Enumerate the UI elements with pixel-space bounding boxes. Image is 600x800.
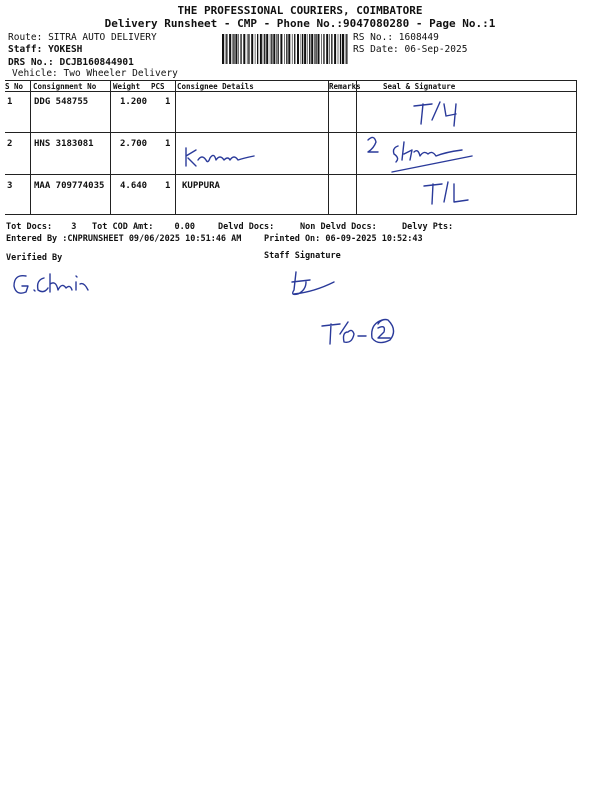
- route-label: Route:: [8, 32, 43, 43]
- col-divider: [356, 80, 357, 214]
- barcode-bar: [233, 34, 234, 64]
- barcode-bar: [222, 34, 224, 64]
- barcode-bar: [340, 34, 341, 64]
- column-header: Consignee Details: [177, 82, 254, 91]
- printed-on: Printed On: 06-09-2025 10:52:43: [264, 234, 423, 244]
- barcode-bar: [225, 34, 226, 64]
- barcode-bar: [248, 34, 249, 64]
- barcode-bar: [315, 34, 316, 64]
- non-delivered-docs-label: Non Delvd Docs:: [300, 222, 377, 232]
- table-bottom-rule: [5, 214, 577, 215]
- col-divider: [110, 80, 111, 214]
- vehicle-value: Two Wheeler Delivery: [63, 68, 178, 79]
- rs-no-label: RS No.:: [353, 32, 394, 43]
- barcode-bar: [297, 34, 299, 64]
- handwritten-signature-icon: [362, 132, 482, 178]
- barcode-bar: [278, 34, 279, 64]
- cell-sno: 2: [7, 139, 13, 149]
- cell-sno: 3: [7, 181, 13, 191]
- barcode-bar: [311, 34, 313, 64]
- barcode-bar: [251, 34, 253, 64]
- verified-by-label: Verified By: [6, 253, 63, 263]
- barcode-bar: [318, 34, 320, 64]
- barcode-bar: [270, 34, 271, 64]
- barcode-bar: [294, 34, 295, 64]
- barcode-bar: [304, 34, 306, 64]
- rs-no-value: 1608449: [398, 32, 439, 43]
- cell-pcs: 1: [165, 97, 171, 107]
- column-header: Consignment No: [33, 82, 97, 91]
- rs-date-label: RS Date:: [353, 44, 399, 55]
- barcode-bar: [276, 34, 277, 64]
- barcode-bar: [321, 34, 322, 64]
- column-header: Seal & Signature: [383, 82, 456, 91]
- staff-line: [8, 44, 82, 55]
- rs-no-line: [353, 32, 439, 43]
- barcode-bar: [331, 34, 332, 64]
- column-header: PCS: [151, 82, 165, 91]
- barcode-bar: [338, 34, 339, 64]
- cell-weight: 1.200: [120, 97, 148, 107]
- route-line: [8, 32, 157, 43]
- route-value: SITRA AUTO DELIVERY: [48, 32, 157, 43]
- company-title: THE PROFESSIONAL COURIERS, COIMBATORE: [177, 4, 423, 17]
- cell-consignment: HNS 3183081: [34, 139, 94, 149]
- barcode-bar: [342, 34, 344, 64]
- total-cod-value: 0.00: [174, 222, 196, 232]
- handwritten-signature-icon: [410, 98, 470, 128]
- entered-by: Entered By :CNPRUNSHEET 09/06/2025 10:51:46 AM: [6, 234, 242, 244]
- barcode-bar: [288, 34, 290, 64]
- barcode-bar: [286, 34, 287, 64]
- barcode-bar: [273, 34, 275, 64]
- cell-consignee: KUPPURA: [182, 181, 220, 191]
- handwritten-signature-icon: [420, 178, 480, 208]
- table-top-rule: [5, 80, 577, 81]
- barcode-bar: [235, 34, 237, 64]
- rs-date-line: [353, 44, 467, 55]
- column-header: S No: [5, 82, 24, 91]
- total-cod-label: Tot COD Amt:: [92, 222, 154, 232]
- drs-value: DCJB160844901: [59, 57, 134, 68]
- staff-label: Staff:: [8, 44, 43, 55]
- barcode-bar: [264, 34, 265, 64]
- barcode-bar: [323, 34, 324, 64]
- column-header: Remarks: [329, 82, 361, 91]
- barcode-bar: [329, 34, 330, 64]
- barcode-icon: [222, 34, 350, 64]
- drs-label: DRS No.:: [8, 57, 54, 68]
- col-divider: [30, 80, 31, 214]
- delivered-docs-label: Delvd Docs:: [218, 222, 275, 232]
- barcode-bar: [260, 34, 262, 64]
- barcode-bar: [346, 34, 347, 64]
- cell-weight: 4.640: [120, 181, 148, 191]
- barcode-bar: [232, 34, 233, 64]
- barcode-bar: [302, 34, 303, 64]
- col-divider: [328, 80, 329, 214]
- barcode-bar: [226, 34, 227, 64]
- row-divider: [5, 174, 577, 175]
- barcode-bar: [271, 34, 272, 64]
- barcode-bar: [292, 34, 293, 64]
- total-cod: [92, 222, 195, 232]
- barcode-bar: [240, 34, 241, 64]
- runsheet-subtitle: Delivery Runsheet - CMP - Phone No.:9047080280 - Page No.:1: [104, 17, 496, 30]
- barcode-bar: [263, 34, 264, 64]
- barcode-bar: [326, 34, 328, 64]
- vehicle-line: [12, 68, 178, 79]
- barcode-bar: [243, 34, 245, 64]
- barcode-bar: [266, 34, 268, 64]
- handwritten-signature-icon: [284, 268, 344, 302]
- col-divider: [175, 80, 176, 214]
- table-header-rule: [5, 91, 577, 92]
- delivery-points-label: Delvy Pts:: [402, 222, 454, 232]
- drs-line: [8, 57, 134, 68]
- vehicle-label: Vehicle:: [12, 68, 58, 79]
- total-docs-label: Tot Docs:: [6, 222, 53, 232]
- barcode-bar: [307, 34, 308, 64]
- cell-consignment: DDG 548755: [34, 97, 89, 107]
- cell-pcs: 1: [165, 181, 171, 191]
- handwritten-signature-icon: [10, 268, 100, 300]
- barcode-bar: [309, 34, 310, 64]
- cell-pcs: 1: [165, 139, 171, 149]
- cell-weight: 2.700: [120, 139, 148, 149]
- staff-value: YOKESH: [48, 44, 83, 55]
- barcode-bar: [314, 34, 315, 64]
- handwritten-signature-icon: [318, 312, 408, 352]
- total-docs-value: 3: [71, 222, 77, 232]
- barcode-bar: [229, 34, 231, 64]
- handwritten-signature-icon: [182, 142, 262, 172]
- rs-date-value: 06-Sep-2025: [404, 44, 468, 55]
- barcode-bar: [238, 34, 239, 64]
- barcode-bar: [255, 34, 256, 64]
- barcode-bar: [284, 34, 285, 64]
- barcode-bar: [247, 34, 248, 64]
- column-header: Weight: [113, 82, 141, 91]
- cell-sno: 1: [7, 97, 13, 107]
- barcode-bar: [345, 34, 346, 64]
- total-docs: [6, 222, 76, 232]
- cell-consignment: MAA 709774035: [34, 181, 105, 191]
- col-divider: [576, 80, 577, 214]
- barcode-bar: [280, 34, 282, 64]
- barcode-bar: [334, 34, 336, 64]
- row-divider: [5, 132, 577, 133]
- barcode-bar: [301, 34, 302, 64]
- staff-signature-label: Staff Signature: [264, 251, 341, 261]
- barcode-bar: [257, 34, 258, 64]
